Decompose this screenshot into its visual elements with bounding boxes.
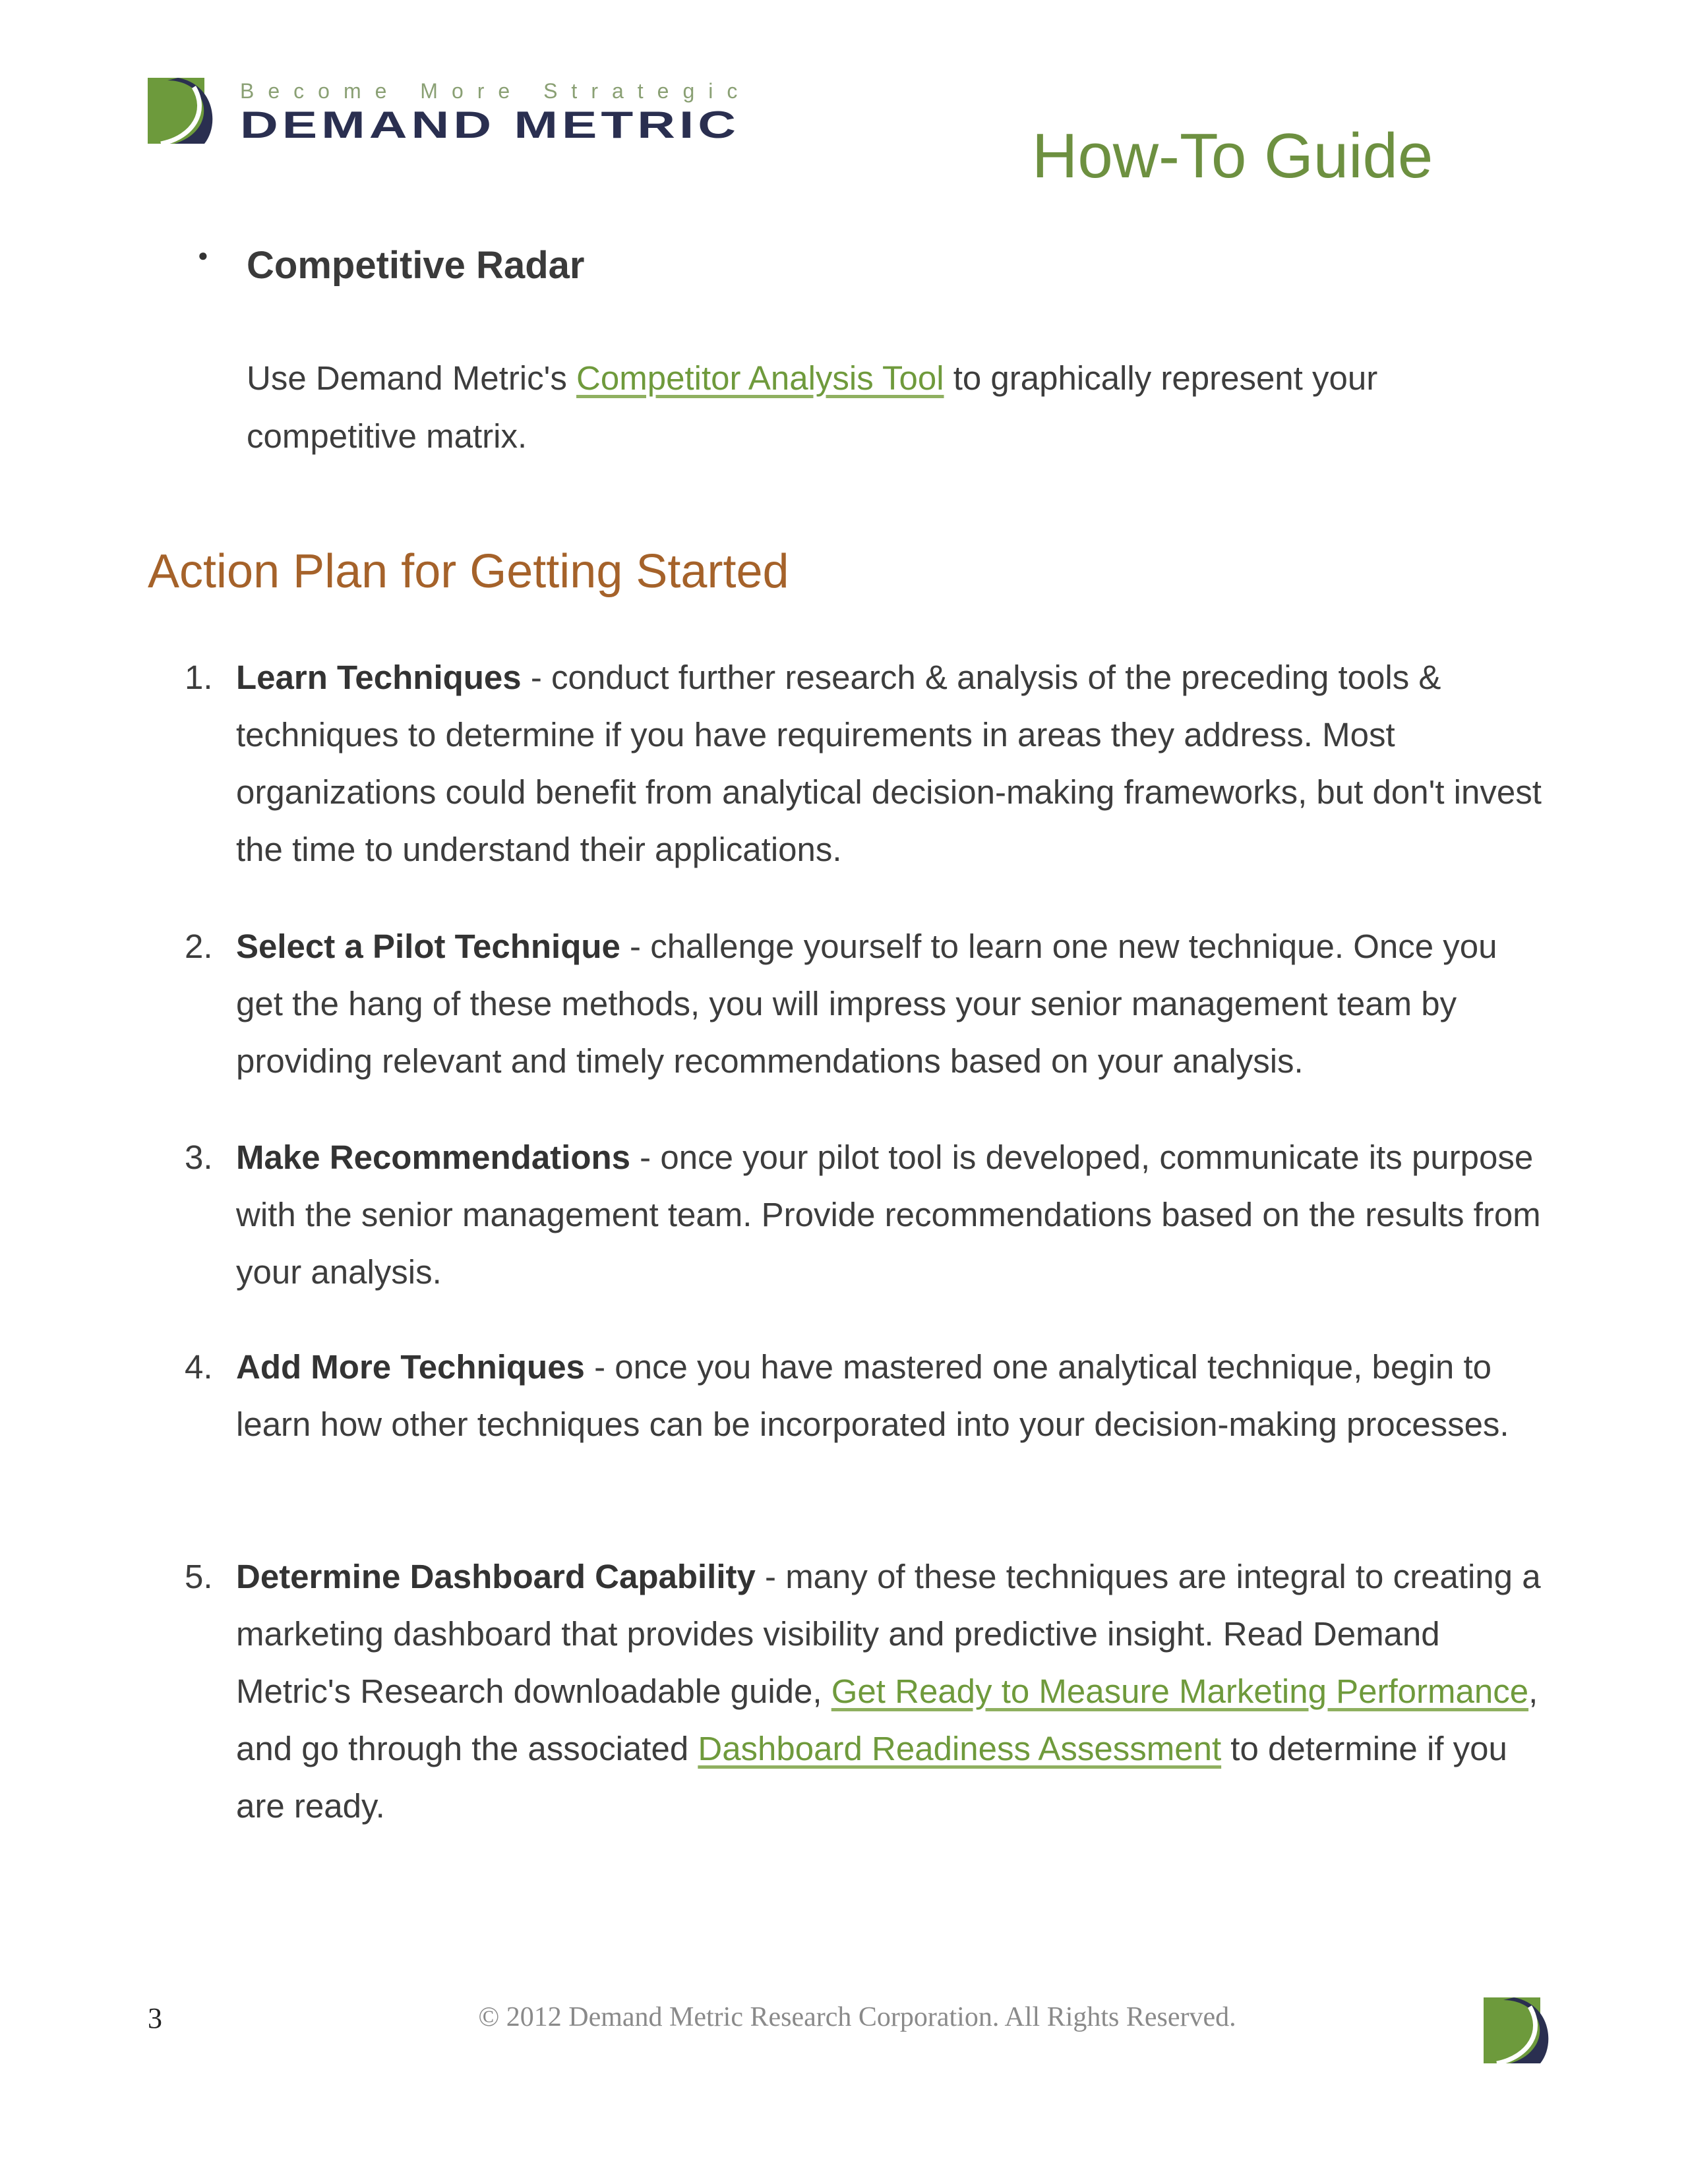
item-text: - challenge yourself to learn one new technique. Once you get the hang of these methods, you will impress your senior management team by providing relevant and timely recommendations based on your analysis.	[236, 928, 1497, 1080]
item-title: Determine Dashboard Capability	[236, 1558, 756, 1595]
item-title: Make Recommendations	[236, 1138, 631, 1176]
item-body	[236, 1129, 1548, 1301]
get-ready-guide-link[interactable]: Get Ready to Measure Marketing Performance	[831, 1672, 1529, 1710]
brand-tagline: Become More Strategic	[240, 79, 752, 103]
item-number: 3.	[185, 1138, 213, 1176]
page-number: 3	[148, 2002, 162, 2034]
competitor-analysis-tool-link[interactable]: Competitor Analysis Tool	[576, 359, 944, 397]
document-title: How-To Guide	[1032, 121, 1433, 191]
brand-name: DEMAND METRIC	[240, 103, 740, 146]
item-number: 5.	[185, 1558, 213, 1595]
item-number: 4.	[185, 1348, 213, 1386]
item-text: - once your pilot tool is developed, communicate its purpose with the senior management team. Provide recommendations based on the results from your analysis.	[236, 1138, 1541, 1291]
item-number: 2.	[185, 928, 213, 965]
bullet-icon: ●	[198, 245, 208, 265]
item-text: - once you have mastered one analytical technique, begin to learn how other techniques can be incorporated into your decision-making processes.	[236, 1348, 1509, 1443]
item-title: Select a Pilot Technique	[236, 928, 620, 965]
radar-text-before: Use Demand Metric's	[247, 359, 577, 397]
item-body	[236, 1338, 1548, 1453]
item-body	[236, 1548, 1548, 1835]
item-title: Learn Techniques	[236, 659, 522, 696]
radar-heading: Competitive Radar	[247, 244, 585, 287]
item-body	[236, 918, 1548, 1090]
dashboard-readiness-assessment-link[interactable]: Dashboard Readiness Assessment	[698, 1730, 1222, 1767]
item-text: - conduct further research & analysis of the preceding tools & techniques to determine if you have requirements in areas they address. Most organizations could benefit from analytical decision-making frameworks, but don't invest the time to understand their applications.	[236, 659, 1542, 868]
footer-copyright: © 2012 Demand Metric Research Corporation. All Rights Reserved.	[478, 2002, 1236, 2032]
item-text: , and go through the associated	[236, 1672, 1538, 1767]
radar-text-after: to graphically represent your competitive matrix.	[247, 359, 1378, 455]
demand-metric-logo-icon	[148, 78, 219, 146]
footer-logo-icon	[1484, 1997, 1555, 2066]
item-number: 1.	[185, 659, 213, 696]
radar-paragraph	[247, 349, 1532, 465]
brand-logo	[148, 78, 807, 157]
item-title: Add More Techniques	[236, 1348, 585, 1386]
item-text: to determine if you are ready.	[236, 1730, 1507, 1825]
item-text: - many of these techniques are integral to creating a marketing dashboard that provides visibility and predictive insight. Read Demand Metric's Research downloadable guide,	[236, 1558, 1541, 1710]
section-heading: Action Plan for Getting Started	[148, 545, 789, 598]
item-body	[236, 649, 1548, 878]
